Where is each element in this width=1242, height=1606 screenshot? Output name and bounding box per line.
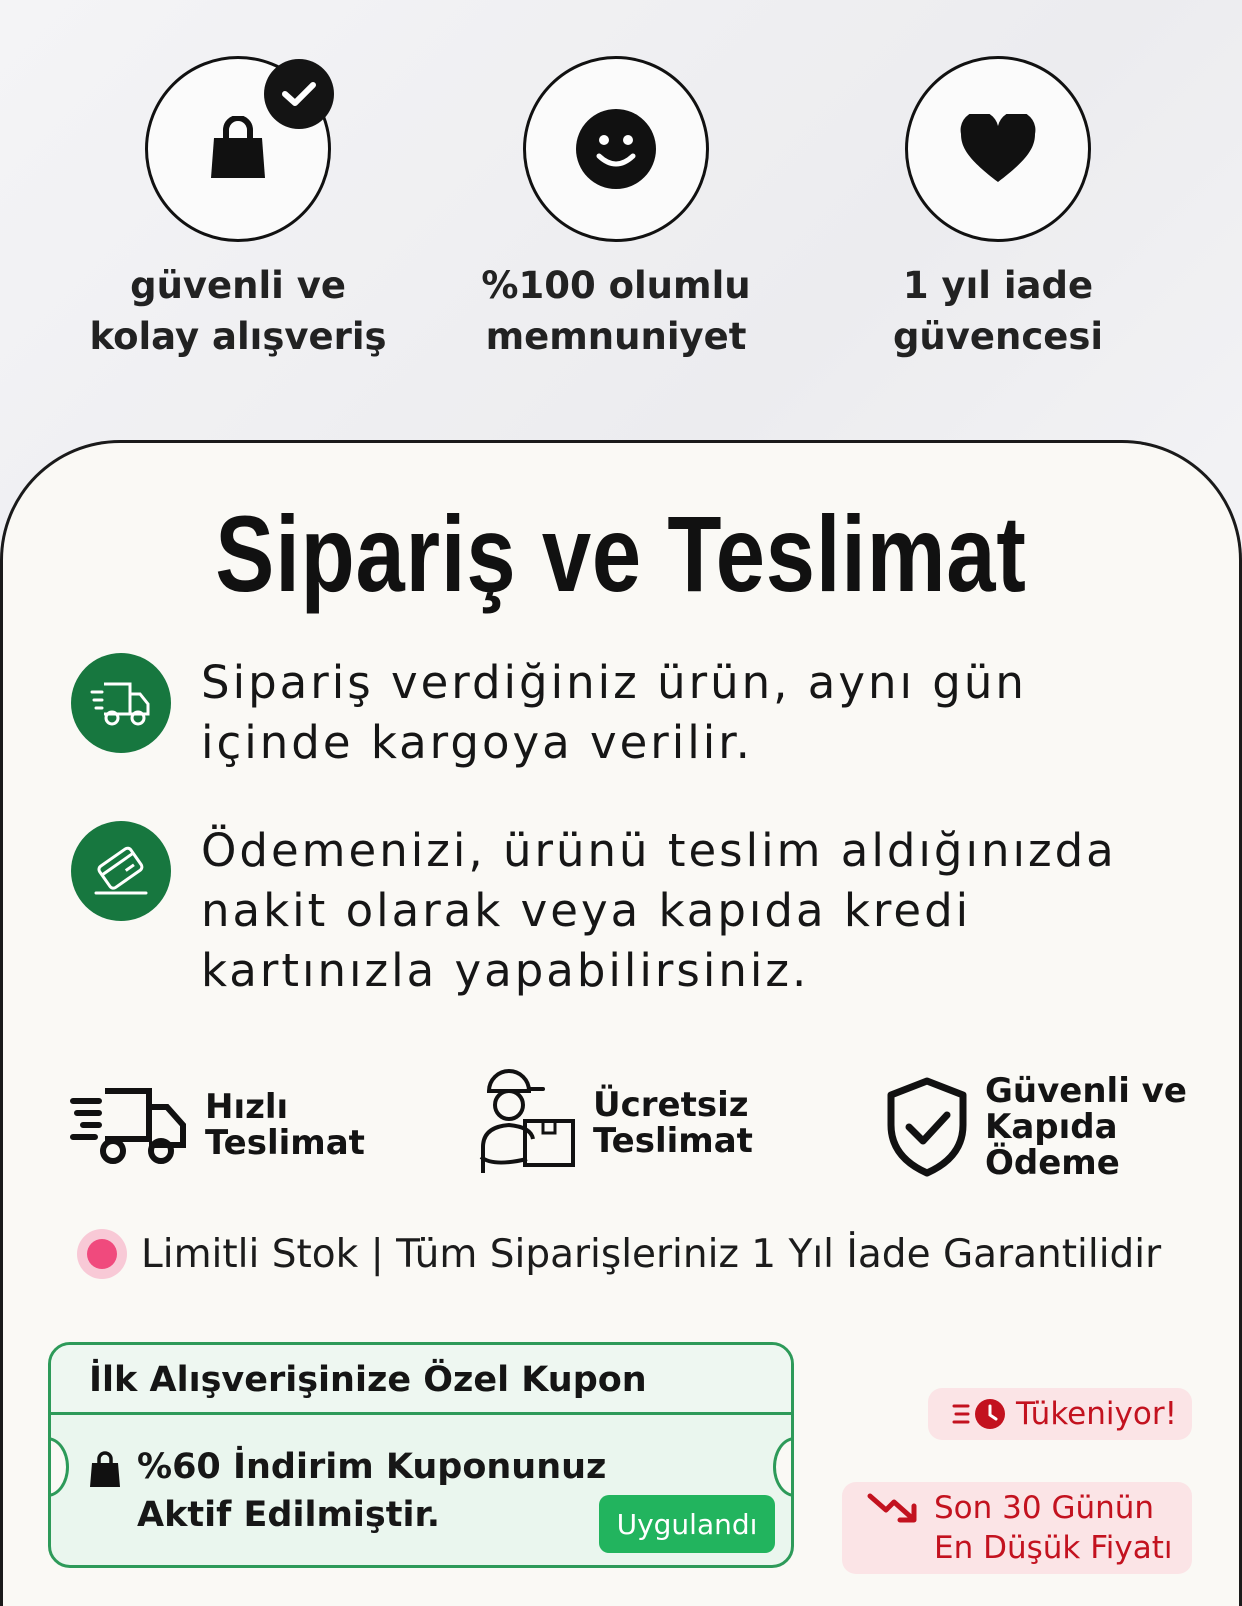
selling-out-text: Tükeniyor! [1016, 1396, 1177, 1432]
shopping-bag-icon [208, 116, 268, 182]
coupon-apply-button[interactable]: Uygulandı [599, 1495, 775, 1553]
coupon-header: İlk Alışverişinize Özel Kupon [51, 1345, 791, 1415]
selling-out-badge [928, 1388, 1192, 1440]
coupon-card [48, 1342, 794, 1568]
stock-text: Limitli Stok | Tüm Siparişleriniz 1 Yıl İade Garantilidir [141, 1231, 1162, 1277]
badge-label: güvenli ve kolay alışveriş [89, 264, 387, 358]
clock-icon [952, 1397, 1010, 1431]
heart-icon [959, 114, 1037, 184]
info-payment [71, 821, 1181, 1001]
feature-label: Güvenli ve Kapıda Ödeme [985, 1071, 1187, 1183]
shield-check-icon [885, 1077, 969, 1177]
credit-card-icon [71, 821, 171, 921]
feature-label: Hızlı Teslimat [205, 1087, 365, 1163]
lowest-price-badge [842, 1482, 1192, 1574]
fast-truck-icon [69, 1083, 189, 1167]
coupon-text: %60 İndirim Kuponunuz Aktif Edilmiştir. [137, 1447, 607, 1535]
smiley-icon [575, 108, 657, 190]
badge-label: 1 yıl iade güvencesi [892, 264, 1104, 358]
feature-row [3, 1071, 1239, 1213]
badge-return-guarantee [838, 56, 1158, 362]
delivery-truck-icon [71, 653, 171, 753]
shopping-bag-icon [89, 1451, 121, 1489]
page-title: Sipariş ve Teslimat [215, 493, 1027, 614]
stock-notice [77, 1229, 1161, 1279]
coupon-notch [773, 1437, 794, 1497]
lowest-price-text: Son 30 Günün En Düşük Fiyatı [934, 1490, 1173, 1566]
feature-label: Ücretsiz Teslimat [593, 1085, 753, 1161]
trust-badges [0, 0, 1242, 440]
check-icon [264, 59, 334, 129]
trend-down-icon [866, 1490, 918, 1526]
badge-circle [145, 56, 331, 242]
badge-label: %100 olumlu memnuniyet [481, 264, 751, 358]
badge-secure-shopping [78, 56, 398, 362]
coupon-notch [48, 1437, 69, 1497]
feature-fast-delivery [69, 1083, 365, 1167]
live-dot-icon [77, 1229, 127, 1279]
badge-circle [905, 56, 1091, 242]
badge-circle [523, 56, 709, 242]
feature-secure-payment [885, 1073, 1187, 1181]
badge-satisfaction [456, 56, 776, 362]
info-shipping [71, 653, 1181, 773]
feature-free-delivery [473, 1069, 753, 1177]
coupon-body [89, 1443, 606, 1539]
courier-icon [473, 1069, 577, 1177]
info-shipping-text: Sipariş verdiğiniz ürün, aynı gün içinde kargoya verilir. [201, 656, 1027, 769]
info-payment-text: Ödemenizi, ürünü teslim aldığınızda nakit olarak veya kapıda kredi kartınızla yapabilirsiniz. [201, 824, 1117, 997]
